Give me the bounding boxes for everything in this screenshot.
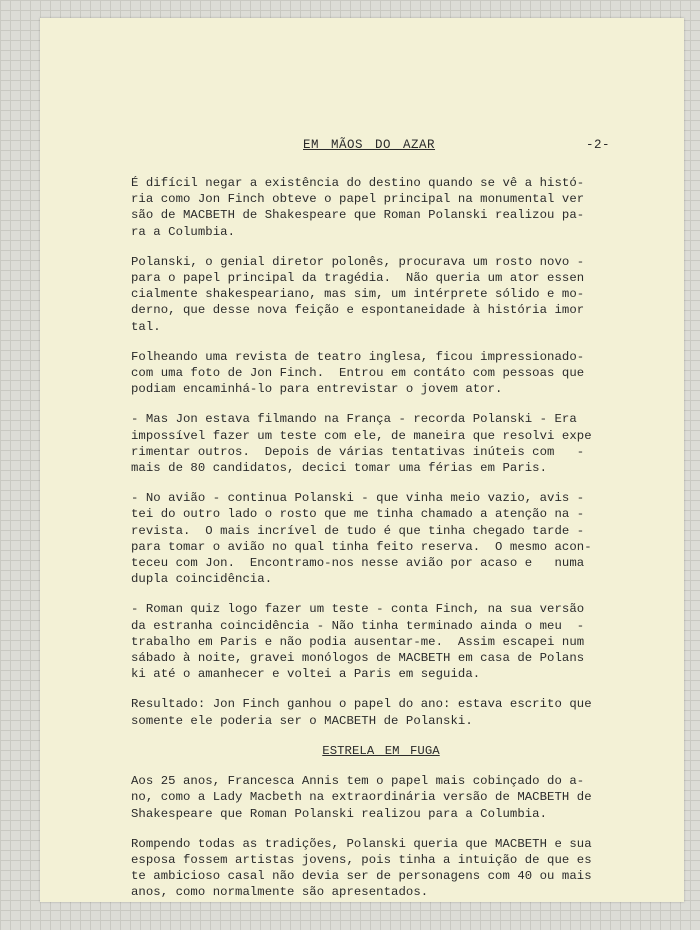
paragraph-3 — [131, 349, 621, 398]
paragraph-6 — [131, 601, 621, 682]
text-line: derno, que desse nova feição e espontaneidade à história imor — [131, 303, 585, 318]
text-line: podiam encaminhá-lo para entrevistar o jovem ator. — [131, 382, 503, 397]
text-line: Shakespeare que Roman Polanski realizou para a Columbia. — [131, 806, 548, 821]
text-line: Resultado: Jon Finch ganhou o papel do ano: estava escrito que — [131, 697, 592, 712]
text-line: esposa fossem artistas jovens, pois tinha a intuição de que es — [131, 852, 592, 867]
paragraph-5 — [131, 490, 621, 587]
paragraph-9 — [131, 836, 621, 901]
text-line: impossível fazer um teste com ele, de maneira que resolvi expe — [131, 428, 592, 443]
text-line: da estranha coincidência - Não tinha terminado ainda o meu - — [131, 618, 585, 633]
paragraph-8 — [131, 773, 621, 822]
text-line: são de MACBETH de Shakespeare que Roman Polanski realizou pa- — [131, 208, 585, 223]
text-line: ra a Columbia. — [131, 224, 236, 239]
text-line: dupla coincidência. — [131, 572, 273, 587]
text-line: Aos 25 anos, Francesca Annis tem o papel mais cobinçado do a- — [131, 774, 585, 789]
text-line: para tomar o avião no qual tinha feito reserva. O mesmo acon- — [131, 539, 592, 554]
text-line: te ambicioso casal não devia ser de personagens com 40 ou mais — [131, 869, 592, 884]
text-line: cialmente shakespeariano, mas sim, um intérprete sólido e mo- — [131, 287, 585, 302]
text-line: rimentar outros. Depois de várias tentativas inúteis com - — [131, 444, 585, 459]
text-line: sábado à noite, gravei monólogos de MACBETH em casa de Polans — [131, 651, 585, 666]
text-line: Polanski, o genial diretor polonês, procurava um rosto novo - — [131, 254, 585, 269]
paragraph-4 — [131, 411, 621, 476]
subheading-text: ESTRELA EM FUGA — [322, 743, 440, 758]
text-line: tei do outro lado o rosto que me tinha chamado a atenção na - — [131, 507, 585, 522]
page-number: -2- — [586, 138, 611, 152]
text-line: revista. O mais incrível de tudo é que tinha chegado tarde - — [131, 523, 585, 538]
text-line: Folheando uma revista de teatro inglesa, ficou impressionado- — [131, 349, 585, 364]
section-subheading — [131, 743, 621, 759]
text-line: - Mas Jon estava filmando na França - recorda Polanski - Era — [131, 412, 577, 427]
text-line: teceu com Jon. Encontramo-nos nesse avião por acaso e numa — [131, 556, 585, 571]
page-title: EM MÃOS DO AZAR — [303, 138, 436, 152]
text-line: Rompendo todas as tradições, Polanski queria que MACBETH e sua — [131, 836, 592, 851]
page-header — [303, 138, 623, 152]
text-line: anos, como normalmente são apresentados. — [131, 885, 429, 900]
text-line: com uma foto de Jon Finch. Entrou em contáto com pessoas que — [131, 366, 585, 381]
text-line: É difícil negar a existência do destino quando se vê a histó- — [131, 176, 585, 190]
text-line: - Roman quiz logo fazer um teste - conta Finch, na sua versão — [131, 602, 585, 617]
text-line: somente ele poderia ser o MACBETH de Polanski. — [131, 713, 473, 728]
text-line: trabalho em Paris e não podia ausentar-me. Assim escapei num — [131, 634, 585, 649]
text-line: para o papel principal da tragédia. Não queria um ator essen — [131, 271, 585, 286]
text-line: - No avião - continua Polanski - que vinha meio vazio, avis - — [131, 491, 585, 506]
text-line: ria como Jon Finch obteve o papel principal na monumental ver — [131, 192, 585, 207]
text-line: ki até o amanhecer e voltei a Paris em seguida. — [131, 667, 481, 682]
text-line: tal. — [131, 319, 161, 334]
paragraph-7 — [131, 696, 621, 728]
paragraph-1 — [131, 175, 621, 240]
text-line: no, como a Lady Macbeth na extraordinária versão de MACBETH de — [131, 790, 592, 805]
text-line: mais de 80 candidatos, decici tomar uma férias em Paris. — [131, 461, 548, 476]
paragraph-2 — [131, 254, 621, 335]
document-body — [131, 175, 621, 915]
